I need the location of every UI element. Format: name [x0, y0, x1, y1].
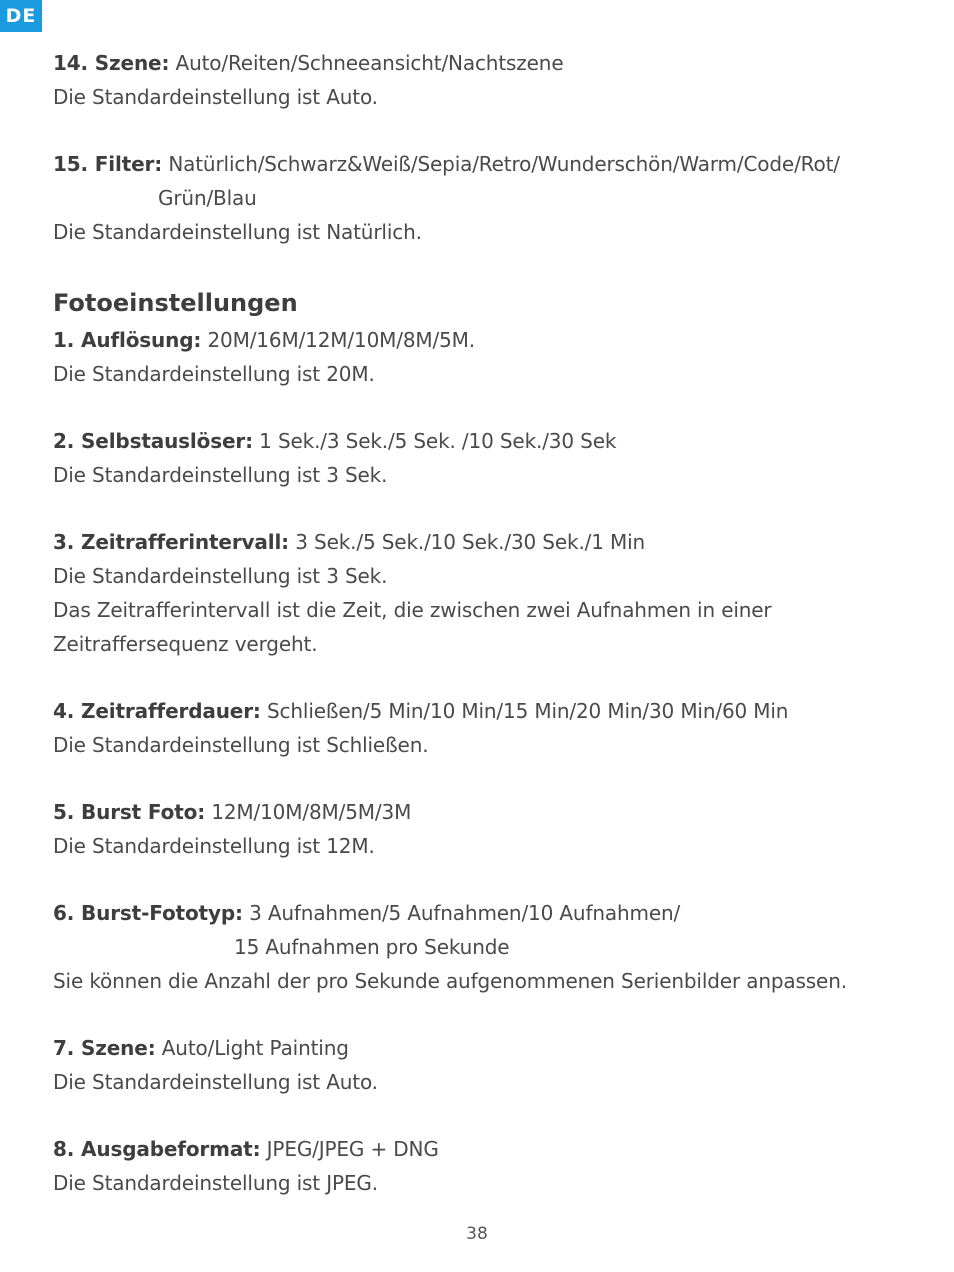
setting-label: 15. Filter:	[53, 152, 163, 176]
setting-options-cont: Grün/Blau	[158, 186, 257, 210]
setting-resolution	[53, 323, 913, 357]
setting-default: Sie können die Anzahl der pro Sekunde aufgenommenen Serienbilder anpassen.	[53, 969, 847, 993]
setting-label: 6. Burst-Fototyp:	[53, 901, 243, 925]
setting-scene-top	[53, 46, 913, 80]
setting-default: Die Standardeinstellung ist 3 Sek.	[53, 463, 388, 487]
setting-options: Schließen/5 Min/10 Min/15 Min/20 Min/30 Min/60 Min	[267, 699, 789, 723]
setting-default: Die Standardeinstellung ist Schließen.	[53, 733, 429, 757]
setting-note: Das Zeitrafferintervall ist die Zeit, die zwischen zwei Aufnahmen in einer	[53, 598, 772, 622]
setting-timelapse-duration	[53, 694, 913, 728]
setting-options: 3 Sek./5 Sek./10 Sek./30 Sek./1 Min	[295, 530, 646, 554]
setting-label: 14. Szene:	[53, 51, 170, 75]
setting-filter	[53, 147, 913, 181]
setting-options: Natürlich/Schwarz&Weiß/Sepia/Retro/Wunderschön/Warm/Code/Rot/	[168, 152, 840, 176]
setting-default: Die Standardeinstellung ist 20M.	[53, 362, 375, 386]
setting-label: 7. Szene:	[53, 1036, 156, 1060]
setting-options: Auto/Light Painting	[161, 1036, 349, 1060]
manual-content	[53, 46, 913, 1200]
setting-output-format	[53, 1132, 913, 1166]
setting-default: Die Standardeinstellung ist 12M.	[53, 834, 375, 858]
setting-label: 1. Auflösung:	[53, 328, 202, 352]
setting-label: 5. Burst Foto:	[53, 800, 206, 824]
setting-timelapse-interval	[53, 525, 913, 559]
setting-burst-photo	[53, 795, 913, 829]
setting-label: 2. Selbstauslöser:	[53, 429, 253, 453]
setting-options-continued	[53, 181, 913, 215]
setting-options: 1 Sek./3 Sek./5 Sek. /10 Sek./30 Sek	[259, 429, 617, 453]
setting-default: Die Standardeinstellung ist Natürlich.	[53, 220, 422, 244]
language-badge: DE	[0, 0, 42, 32]
setting-options: 12M/10M/8M/5M/3M	[211, 800, 412, 824]
setting-options: Auto/Reiten/Schneeansicht/Nachtszene	[175, 51, 564, 75]
setting-label: 8. Ausgabeformat:	[53, 1137, 261, 1161]
setting-options: 3 Aufnahmen/5 Aufnahmen/10 Aufnahmen/	[249, 901, 681, 925]
setting-scene	[53, 1031, 913, 1065]
setting-self-timer	[53, 424, 913, 458]
setting-options-continued	[53, 930, 913, 964]
setting-label: 3. Zeitrafferintervall:	[53, 530, 290, 554]
section-title: Fotoeinstellungen	[53, 289, 298, 317]
setting-options-cont: 15 Aufnahmen pro Sekunde	[234, 935, 510, 959]
setting-default: Die Standardeinstellung ist Auto.	[53, 85, 378, 109]
page-number: 38	[466, 1224, 488, 1244]
setting-default: Die Standardeinstellung ist JPEG.	[53, 1171, 378, 1195]
setting-options: JPEG/JPEG + DNG	[266, 1137, 439, 1161]
setting-options: 20M/16M/12M/10M/8M/5M.	[207, 328, 475, 352]
setting-default: Die Standardeinstellung ist Auto.	[53, 1070, 378, 1094]
setting-label: 4. Zeitrafferdauer:	[53, 699, 261, 723]
setting-default: Die Standardeinstellung ist 3 Sek.	[53, 564, 388, 588]
setting-burst-type	[53, 896, 913, 930]
setting-note: Zeitraffersequenz vergeht.	[53, 632, 318, 656]
